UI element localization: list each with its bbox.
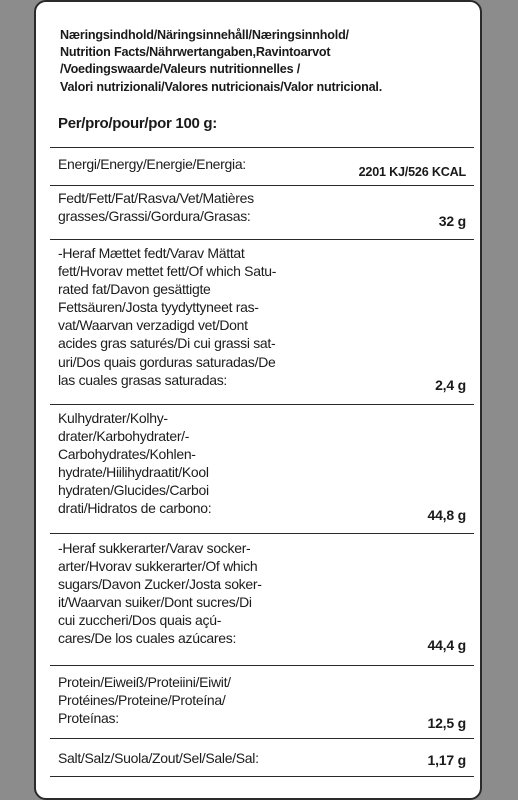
protein-value: 12,5 g	[427, 715, 466, 731]
saturated-fat-label	[58, 244, 276, 389]
heading-line: /Voedingswaarde/Valeurs nutritionnelles /	[60, 62, 301, 77]
label-line: Salt/Salz/Suola/Zout/Sel/Sale/Sal:	[58, 750, 259, 766]
row-divider	[50, 147, 474, 148]
label-line: it/Waarvan suiker/Dont sucres/Di	[58, 594, 252, 611]
row-divider	[50, 533, 474, 534]
label-line: arter/Hvorav sukkerarter/Of which	[58, 558, 258, 575]
heading-line: Nutrition Facts/Nährwertangaben,Ravintoarvot	[60, 45, 331, 60]
energy-label	[58, 155, 246, 173]
sugars-label	[58, 539, 262, 648]
label-line: drater/Karbohydrater/-	[58, 428, 190, 445]
label-line: -Heraf Mættet fedt/Varav Mättat	[58, 245, 245, 261]
carbohydrates-label	[58, 409, 211, 518]
fat-value: 32 g	[438, 213, 466, 229]
row-divider	[50, 665, 474, 666]
label-line: Fettsäuren/Josta tyydyttyneet ras-	[58, 299, 259, 316]
label-line: Protéines/Proteine/Proteína/	[58, 692, 226, 709]
row-divider	[50, 738, 474, 739]
label-line: Proteínas:	[58, 710, 119, 727]
label-line: hydrate/Hiilihydraatit/Kool	[58, 464, 209, 481]
heading-line: Valori nutrizionali/Valores nutricionais/Valor nutricional.	[60, 79, 383, 94]
carbohydrates-value: 44,8 g	[427, 507, 466, 523]
label-line: Kulhydrater/Kolhy-	[58, 410, 168, 426]
label-line: Fedt/Fett/Fat/Rasva/Vet/Matières	[58, 190, 254, 206]
label-line: Protein/Eiweiß/Proteiini/Eiwit/	[58, 674, 231, 690]
label-line: Carbohydrates/Kohlen-	[58, 446, 196, 463]
label-line: grasses/Grassi/Gordura/Grasas:	[58, 208, 251, 225]
label-line: Energi/Energy/Energie/Energia:	[58, 156, 246, 172]
row-divider	[50, 185, 474, 186]
label-line: las cuales grasas saturadas:	[58, 371, 228, 388]
row-divider	[50, 404, 474, 405]
salt-value: 1,17 g	[427, 752, 466, 768]
row-divider	[50, 776, 474, 777]
heading-line: Næringsindhold/Näringsinnehåll/Næringsinnhold/	[60, 28, 349, 42]
protein-label	[58, 673, 231, 727]
label-line: hydraten/Glucides/Carboi	[58, 482, 209, 499]
label-line: -Heraf sukkerarter/Varav socker-	[58, 540, 251, 556]
label-line: cui zuccheri/Dos quais açú-	[58, 612, 222, 629]
label-line: cares/De los cuales azúcares:	[58, 630, 237, 647]
nutrition-heading	[60, 27, 470, 96]
sugars-value: 44,4 g	[427, 637, 466, 653]
salt-label	[58, 749, 259, 767]
fat-label	[58, 189, 254, 225]
label-line: drati/Hidratos de carbono:	[58, 500, 212, 517]
label-line: fett/Hvorav mettet fett/Of which Satu-	[58, 263, 277, 280]
energy-value: 2201 KJ/526 KCAL	[358, 165, 466, 179]
row-divider	[50, 239, 474, 240]
label-line: sugars/Davon Zucker/Josta soker-	[58, 576, 262, 593]
label-line: uri/Dos quais gorduras saturadas/De	[58, 353, 276, 370]
label-line: acides gras saturés/Di cui grassi sat-	[58, 335, 276, 352]
per-amount-label: Per/pro/pour/por 100 g:	[58, 115, 217, 132]
saturated-fat-value: 2,4 g	[435, 377, 466, 393]
label-line: vat/Waarvan verzadigd vet/Dont	[58, 317, 248, 334]
label-line: rated fat/Davon gesättigte	[58, 281, 211, 298]
